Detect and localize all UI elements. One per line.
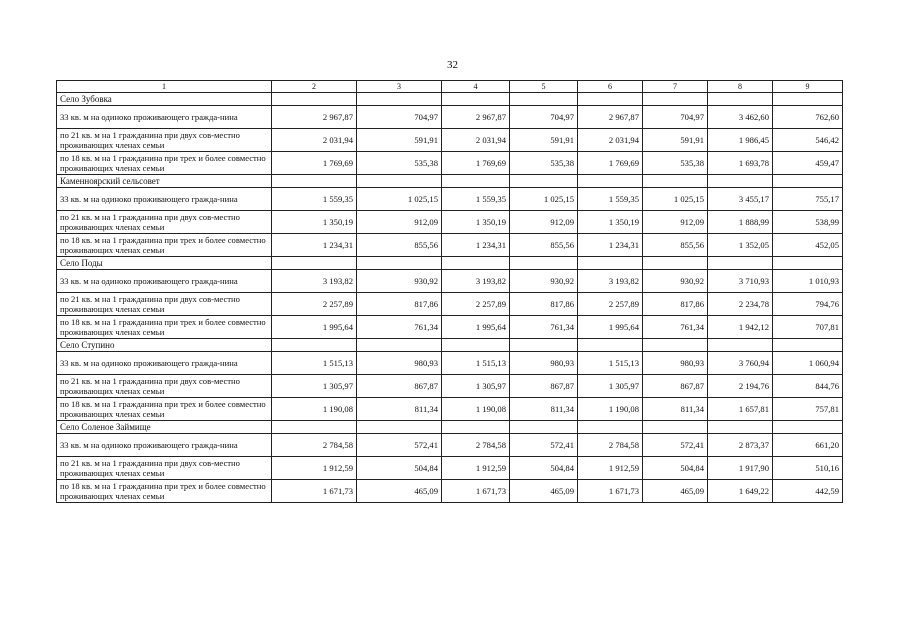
value-cell: 817,86 xyxy=(510,293,578,316)
value-cell: 1 769,69 xyxy=(442,152,510,175)
value-cell: 2 194,76 xyxy=(708,375,773,398)
value-cell: 3 193,82 xyxy=(272,270,357,293)
empty-cell xyxy=(357,421,442,434)
value-cell: 2 031,94 xyxy=(442,129,510,152)
empty-cell xyxy=(272,339,357,352)
table-row xyxy=(57,234,843,257)
empty-cell xyxy=(773,339,843,352)
value-cell: 1 190,08 xyxy=(272,398,357,421)
empty-cell xyxy=(272,257,357,270)
value-cell: 465,09 xyxy=(510,480,578,503)
value-cell: 572,41 xyxy=(357,434,442,457)
value-cell: 442,59 xyxy=(773,480,843,503)
value-cell: 1 234,31 xyxy=(272,234,357,257)
value-cell: 1 888,99 xyxy=(708,211,773,234)
empty-cell xyxy=(708,339,773,352)
section-row xyxy=(57,257,843,270)
empty-cell xyxy=(643,257,708,270)
value-cell: 930,92 xyxy=(643,270,708,293)
empty-cell xyxy=(442,257,510,270)
table-row xyxy=(57,316,843,339)
value-cell: 535,38 xyxy=(643,152,708,175)
column-header: 3 xyxy=(357,81,442,93)
empty-cell xyxy=(272,175,357,188)
value-cell: 855,56 xyxy=(643,234,708,257)
value-cell: 1 671,73 xyxy=(578,480,643,503)
section-title: Село Соленое Займище xyxy=(57,421,272,434)
row-description: 33 кв. м на одиноко проживающего гражда-нина xyxy=(57,270,272,293)
value-cell: 980,93 xyxy=(643,352,708,375)
empty-cell xyxy=(708,421,773,434)
value-cell: 2 257,89 xyxy=(272,293,357,316)
column-header: 4 xyxy=(442,81,510,93)
section-row xyxy=(57,93,843,106)
empty-cell xyxy=(643,175,708,188)
value-cell: 1 671,73 xyxy=(272,480,357,503)
value-cell: 538,99 xyxy=(773,211,843,234)
value-cell: 504,84 xyxy=(643,457,708,480)
value-cell: 1 025,15 xyxy=(643,188,708,211)
value-cell: 1 305,97 xyxy=(442,375,510,398)
value-cell: 504,84 xyxy=(510,457,578,480)
value-cell: 867,87 xyxy=(357,375,442,398)
value-cell: 3 193,82 xyxy=(442,270,510,293)
column-header: 1 xyxy=(57,81,272,93)
value-cell: 452,05 xyxy=(773,234,843,257)
empty-cell xyxy=(708,257,773,270)
header-row xyxy=(57,81,843,93)
row-description: 33 кв. м на одиноко проживающего гражда-нина xyxy=(57,434,272,457)
empty-cell xyxy=(510,257,578,270)
section-row xyxy=(57,339,843,352)
value-cell: 3 760,94 xyxy=(708,352,773,375)
value-cell: 1 995,64 xyxy=(442,316,510,339)
value-cell: 704,97 xyxy=(643,106,708,129)
value-cell: 1 350,19 xyxy=(272,211,357,234)
value-cell: 2 031,94 xyxy=(272,129,357,152)
empty-cell xyxy=(510,93,578,106)
value-cell: 1 995,64 xyxy=(578,316,643,339)
value-cell: 3 462,60 xyxy=(708,106,773,129)
data-table xyxy=(56,80,843,503)
value-cell: 1 234,31 xyxy=(578,234,643,257)
value-cell: 1 559,35 xyxy=(578,188,643,211)
value-cell: 1 025,15 xyxy=(510,188,578,211)
value-cell: 1 060,94 xyxy=(773,352,843,375)
empty-cell xyxy=(357,339,442,352)
value-cell: 761,34 xyxy=(643,316,708,339)
empty-cell xyxy=(643,93,708,106)
value-cell: 459,47 xyxy=(773,152,843,175)
value-cell: 535,38 xyxy=(510,152,578,175)
table-row xyxy=(57,480,843,503)
section-title: Село Зубовка xyxy=(57,93,272,106)
column-header: 2 xyxy=(272,81,357,93)
empty-cell xyxy=(643,421,708,434)
value-cell: 761,34 xyxy=(510,316,578,339)
value-cell: 1 693,78 xyxy=(708,152,773,175)
value-cell: 794,76 xyxy=(773,293,843,316)
row-description: по 18 кв. м на 1 гражданина при трех и более совместно проживающих членах семьи xyxy=(57,152,272,175)
value-cell: 2 967,87 xyxy=(442,106,510,129)
empty-cell xyxy=(510,339,578,352)
value-cell: 817,86 xyxy=(643,293,708,316)
empty-cell xyxy=(357,175,442,188)
value-cell: 1 190,08 xyxy=(578,398,643,421)
value-cell: 755,17 xyxy=(773,188,843,211)
value-cell: 546,42 xyxy=(773,129,843,152)
page-number: 32 xyxy=(447,59,458,71)
table-row xyxy=(57,398,843,421)
row-description: по 18 кв. м на 1 гражданина при трех и более совместно проживающих членах семьи xyxy=(57,234,272,257)
value-cell: 504,84 xyxy=(357,457,442,480)
value-cell: 1 657,81 xyxy=(708,398,773,421)
table-row xyxy=(57,375,843,398)
value-cell: 912,09 xyxy=(510,211,578,234)
value-cell: 762,60 xyxy=(773,106,843,129)
row-description: по 21 кв. м на 1 гражданина при двух сов-местно проживающих членах семьи xyxy=(57,457,272,480)
value-cell: 1 559,35 xyxy=(272,188,357,211)
value-cell: 1 025,15 xyxy=(357,188,442,211)
value-cell: 1 912,59 xyxy=(442,457,510,480)
value-cell: 912,09 xyxy=(643,211,708,234)
empty-cell xyxy=(578,257,643,270)
value-cell: 535,38 xyxy=(357,152,442,175)
value-cell: 1 986,45 xyxy=(708,129,773,152)
empty-cell xyxy=(442,175,510,188)
value-cell: 2 784,58 xyxy=(442,434,510,457)
section-title: Село Ступино xyxy=(57,339,272,352)
table-row xyxy=(57,270,843,293)
value-cell: 1 350,19 xyxy=(578,211,643,234)
value-cell: 1 190,08 xyxy=(442,398,510,421)
value-cell: 1 559,35 xyxy=(442,188,510,211)
value-cell: 2 234,78 xyxy=(708,293,773,316)
value-cell: 1 234,31 xyxy=(442,234,510,257)
value-cell: 761,34 xyxy=(357,316,442,339)
section-row xyxy=(57,421,843,434)
empty-cell xyxy=(708,175,773,188)
table-body xyxy=(57,93,843,503)
value-cell: 867,87 xyxy=(510,375,578,398)
value-cell: 980,93 xyxy=(510,352,578,375)
value-cell: 912,09 xyxy=(357,211,442,234)
value-cell: 1 305,97 xyxy=(578,375,643,398)
column-header: 9 xyxy=(773,81,843,93)
value-cell: 591,91 xyxy=(510,129,578,152)
table-row xyxy=(57,457,843,480)
empty-cell xyxy=(272,93,357,106)
value-cell: 1 769,69 xyxy=(272,152,357,175)
empty-cell xyxy=(708,93,773,106)
empty-cell xyxy=(578,93,643,106)
row-description: по 18 кв. м на 1 гражданина при трех и более совместно проживающих членах семьи xyxy=(57,480,272,503)
value-cell: 1 671,73 xyxy=(442,480,510,503)
row-description: 33 кв. м на одиноко проживающего гражда-нина xyxy=(57,352,272,375)
value-cell: 855,56 xyxy=(357,234,442,257)
value-cell: 2 967,87 xyxy=(578,106,643,129)
row-description: по 18 кв. м на 1 гражданина при трех и более совместно проживающих членах семьи xyxy=(57,398,272,421)
empty-cell xyxy=(773,257,843,270)
column-header: 8 xyxy=(708,81,773,93)
table-row xyxy=(57,352,843,375)
value-cell: 1 515,13 xyxy=(272,352,357,375)
value-cell: 3 455,17 xyxy=(708,188,773,211)
empty-cell xyxy=(773,421,843,434)
section-row xyxy=(57,175,843,188)
value-cell: 2 257,89 xyxy=(442,293,510,316)
table-row xyxy=(57,106,843,129)
empty-cell xyxy=(643,339,708,352)
table-row xyxy=(57,434,843,457)
empty-cell xyxy=(442,339,510,352)
row-description: по 21 кв. м на 1 гражданина при двух сов-местно проживающих членах семьи xyxy=(57,293,272,316)
value-cell: 510,16 xyxy=(773,457,843,480)
value-cell: 1 305,97 xyxy=(272,375,357,398)
value-cell: 844,76 xyxy=(773,375,843,398)
value-cell: 930,92 xyxy=(510,270,578,293)
column-header: 7 xyxy=(643,81,708,93)
section-title: Село Поды xyxy=(57,257,272,270)
value-cell: 855,56 xyxy=(510,234,578,257)
empty-cell xyxy=(442,93,510,106)
value-cell: 867,87 xyxy=(643,375,708,398)
value-cell: 661,20 xyxy=(773,434,843,457)
value-cell: 1 350,19 xyxy=(442,211,510,234)
row-description: 33 кв. м на одиноко проживающего гражда-нина xyxy=(57,106,272,129)
value-cell: 1 352,05 xyxy=(708,234,773,257)
row-description: по 18 кв. м на 1 гражданина при трех и более совместно проживающих членах семьи xyxy=(57,316,272,339)
value-cell: 1 912,59 xyxy=(272,457,357,480)
table-row xyxy=(57,152,843,175)
empty-cell xyxy=(578,421,643,434)
value-cell: 1 010,93 xyxy=(773,270,843,293)
empty-cell xyxy=(510,421,578,434)
row-description: по 21 кв. м на 1 гражданина при двух сов-местно проживающих членах семьи xyxy=(57,211,272,234)
value-cell: 2 967,87 xyxy=(272,106,357,129)
empty-cell xyxy=(773,93,843,106)
empty-cell xyxy=(357,257,442,270)
empty-cell xyxy=(442,421,510,434)
row-description: 33 кв. м на одиноко проживающего гражда-нина xyxy=(57,188,272,211)
value-cell: 811,34 xyxy=(357,398,442,421)
value-cell: 817,86 xyxy=(357,293,442,316)
value-cell: 2 784,58 xyxy=(272,434,357,457)
value-cell: 811,34 xyxy=(510,398,578,421)
value-cell: 704,97 xyxy=(357,106,442,129)
value-cell: 2 873,37 xyxy=(708,434,773,457)
value-cell: 572,41 xyxy=(510,434,578,457)
empty-cell xyxy=(773,175,843,188)
value-cell: 2 257,89 xyxy=(578,293,643,316)
row-description: по 21 кв. м на 1 гражданина при двух сов-местно проживающих членах семьи xyxy=(57,375,272,398)
value-cell: 3 193,82 xyxy=(578,270,643,293)
value-cell: 465,09 xyxy=(643,480,708,503)
column-header: 6 xyxy=(578,81,643,93)
value-cell: 707,81 xyxy=(773,316,843,339)
row-description: по 21 кв. м на 1 гражданина при двух сов-местно проживающих членах семьи xyxy=(57,129,272,152)
value-cell: 1 912,59 xyxy=(578,457,643,480)
column-header: 5 xyxy=(510,81,578,93)
empty-cell xyxy=(272,421,357,434)
value-cell: 572,41 xyxy=(643,434,708,457)
value-cell: 1 515,13 xyxy=(578,352,643,375)
value-cell: 1 769,69 xyxy=(578,152,643,175)
table-row xyxy=(57,129,843,152)
value-cell: 3 710,93 xyxy=(708,270,773,293)
value-cell: 811,34 xyxy=(643,398,708,421)
empty-cell xyxy=(510,175,578,188)
value-cell: 704,97 xyxy=(510,106,578,129)
value-cell: 980,93 xyxy=(357,352,442,375)
value-cell: 757,81 xyxy=(773,398,843,421)
empty-cell xyxy=(578,339,643,352)
table-row xyxy=(57,293,843,316)
value-cell: 465,09 xyxy=(357,480,442,503)
value-cell: 1 917,90 xyxy=(708,457,773,480)
section-title: Каменноярский сельсовет xyxy=(57,175,272,188)
value-cell: 930,92 xyxy=(357,270,442,293)
table-row xyxy=(57,211,843,234)
table-row xyxy=(57,188,843,211)
value-cell: 1 649,22 xyxy=(708,480,773,503)
value-cell: 591,91 xyxy=(643,129,708,152)
value-cell: 1 995,64 xyxy=(272,316,357,339)
value-cell: 1 515,13 xyxy=(442,352,510,375)
empty-cell xyxy=(578,175,643,188)
value-cell: 1 942,12 xyxy=(708,316,773,339)
empty-cell xyxy=(357,93,442,106)
value-cell: 2 031,94 xyxy=(578,129,643,152)
value-cell: 2 784,58 xyxy=(578,434,643,457)
value-cell: 591,91 xyxy=(357,129,442,152)
